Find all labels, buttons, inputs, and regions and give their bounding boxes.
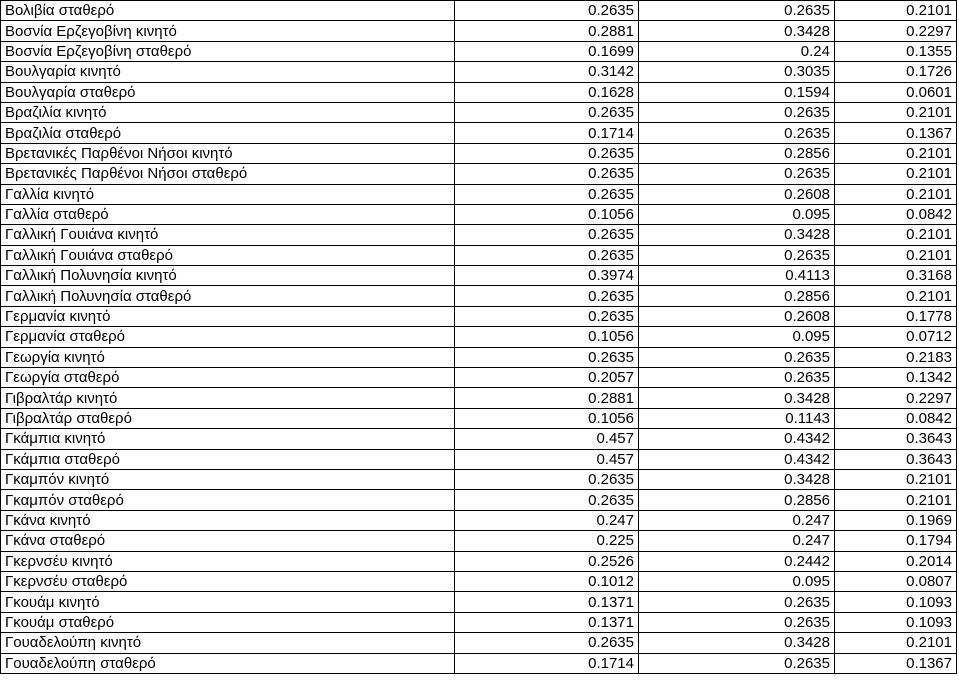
destination-cell: Γουαδελούπη σταθερό (1, 653, 455, 673)
rate-cell-2: 0.2635 (639, 102, 835, 122)
destination-cell: Βοσνία Ερζεγοβίνη κινητό (1, 21, 455, 41)
table-row (1, 327, 957, 347)
table-row (1, 429, 957, 449)
rate-cell-3: 0.2101 (835, 1, 957, 21)
rate-cell-1: 0.1012 (455, 571, 639, 591)
destination-cell: Γιβραλτάρ κινητό (1, 388, 455, 408)
destination-cell: Γαλλική Γουιάνα κινητό (1, 225, 455, 245)
destination-cell: Γκάμπια κινητό (1, 429, 455, 449)
table-row (1, 510, 957, 530)
rate-cell-2: 0.2635 (639, 164, 835, 184)
rate-cell-3: 0.0842 (835, 408, 957, 428)
rate-cell-3: 0.1969 (835, 510, 957, 530)
rate-cell-2: 0.1143 (639, 408, 835, 428)
table-row (1, 164, 957, 184)
destination-cell: Γαλλική Πολυνησία κινητό (1, 266, 455, 286)
rate-cell-3: 0.1093 (835, 592, 957, 612)
rate-cell-1: 0.1056 (455, 204, 639, 224)
destination-cell: Βραζιλία σταθερό (1, 123, 455, 143)
table-row (1, 225, 957, 245)
destination-cell: Γκουάμ κινητό (1, 592, 455, 612)
rate-cell-2: 0.095 (639, 204, 835, 224)
table-row (1, 123, 957, 143)
rate-cell-1: 0.3142 (455, 62, 639, 82)
table-row (1, 62, 957, 82)
table-row (1, 143, 957, 163)
destination-cell: Γουαδελούπη κινητό (1, 633, 455, 653)
destination-cell: Βρετανικές Παρθένοι Νήσοι κινητό (1, 143, 455, 163)
table-row (1, 306, 957, 326)
destination-cell: Γεωργία σταθερό (1, 368, 455, 388)
table-row (1, 347, 957, 367)
rate-cell-3: 0.1367 (835, 653, 957, 673)
table-row (1, 82, 957, 102)
rate-cell-3: 0.0842 (835, 204, 957, 224)
rate-cell-2: 0.2635 (639, 612, 835, 632)
destination-cell: Γκάμπια σταθερό (1, 449, 455, 469)
rate-cell-2: 0.24 (639, 41, 835, 61)
destination-cell: Γκάνα σταθερό (1, 531, 455, 551)
rate-cell-3: 0.2297 (835, 21, 957, 41)
table-row (1, 41, 957, 61)
rate-cell-1: 0.2635 (455, 102, 639, 122)
destination-cell: Γαλλία σταθερό (1, 204, 455, 224)
destination-cell: Βραζιλία κινητό (1, 102, 455, 122)
rate-cell-2: 0.2635 (639, 123, 835, 143)
rate-cell-2: 0.3035 (639, 62, 835, 82)
rate-cell-1: 0.2635 (455, 143, 639, 163)
rate-cell-3: 0.0601 (835, 82, 957, 102)
table-row (1, 449, 957, 469)
destination-cell: Γαλλία κινητό (1, 184, 455, 204)
rate-cell-2: 0.2635 (639, 592, 835, 612)
table-row (1, 551, 957, 571)
rate-cell-2: 0.095 (639, 571, 835, 591)
destination-cell: Γερμανία κινητό (1, 306, 455, 326)
rate-cell-3: 0.2101 (835, 286, 957, 306)
rates-table-body (1, 1, 957, 674)
rate-cell-2: 0.2442 (639, 551, 835, 571)
rate-cell-3: 0.2101 (835, 143, 957, 163)
destination-cell: Γκερνσέυ κινητό (1, 551, 455, 571)
table-row (1, 21, 957, 41)
rate-cell-3: 0.3168 (835, 266, 957, 286)
rate-cell-2: 0.3428 (639, 388, 835, 408)
table-row (1, 653, 957, 673)
rate-cell-1: 0.2635 (455, 306, 639, 326)
rate-cell-1: 0.2635 (455, 469, 639, 489)
rate-cell-1: 0.2881 (455, 21, 639, 41)
rate-cell-1: 0.2635 (455, 347, 639, 367)
rate-cell-2: 0.2608 (639, 184, 835, 204)
rate-cell-2: 0.2635 (639, 653, 835, 673)
rate-cell-3: 0.0712 (835, 327, 957, 347)
destination-cell: Βουλγαρία σταθερό (1, 82, 455, 102)
table-row (1, 592, 957, 612)
rate-cell-1: 0.1056 (455, 408, 639, 428)
rate-cell-2: 0.4342 (639, 449, 835, 469)
table-row (1, 612, 957, 632)
rate-cell-3: 0.1355 (835, 41, 957, 61)
rate-cell-1: 0.3974 (455, 266, 639, 286)
rate-cell-1: 0.2635 (455, 633, 639, 653)
rate-cell-2: 0.3428 (639, 469, 835, 489)
destination-cell: Γερμανία σταθερό (1, 327, 455, 347)
rate-cell-1: 0.225 (455, 531, 639, 551)
rate-cell-3: 0.2101 (835, 490, 957, 510)
table-row (1, 204, 957, 224)
destination-cell: Γκάνα κινητό (1, 510, 455, 530)
destination-cell: Βουλγαρία κινητό (1, 62, 455, 82)
rate-cell-2: 0.2635 (639, 245, 835, 265)
rate-cell-1: 0.2635 (455, 286, 639, 306)
rate-cell-1: 0.1056 (455, 327, 639, 347)
rate-cell-1: 0.2881 (455, 388, 639, 408)
rate-cell-2: 0.3428 (639, 21, 835, 41)
rate-cell-1: 0.1371 (455, 612, 639, 632)
rate-cell-3: 0.2101 (835, 164, 957, 184)
rate-cell-2: 0.2635 (639, 1, 835, 21)
table-row (1, 102, 957, 122)
rate-cell-1: 0.1714 (455, 653, 639, 673)
table-row (1, 368, 957, 388)
rate-cell-2: 0.1594 (639, 82, 835, 102)
destination-cell: Βολιβία σταθερό (1, 1, 455, 21)
rate-cell-1: 0.2057 (455, 368, 639, 388)
rate-cell-3: 0.2101 (835, 102, 957, 122)
rate-cell-3: 0.2101 (835, 245, 957, 265)
rate-cell-3: 0.1778 (835, 306, 957, 326)
rate-cell-1: 0.1699 (455, 41, 639, 61)
rate-cell-3: 0.2014 (835, 551, 957, 571)
rate-cell-2: 0.4342 (639, 429, 835, 449)
table-row (1, 490, 957, 510)
rate-cell-1: 0.457 (455, 449, 639, 469)
rate-cell-1: 0.2635 (455, 245, 639, 265)
rate-cell-3: 0.1794 (835, 531, 957, 551)
rate-cell-2: 0.247 (639, 531, 835, 551)
destination-cell: Γκαμπόν σταθερό (1, 490, 455, 510)
rate-cell-1: 0.2635 (455, 490, 639, 510)
table-row (1, 469, 957, 489)
table-row (1, 266, 957, 286)
destination-cell: Βρετανικές Παρθένοι Νήσοι σταθερό (1, 164, 455, 184)
table-row (1, 286, 957, 306)
rate-cell-1: 0.1714 (455, 123, 639, 143)
rate-cell-1: 0.1371 (455, 592, 639, 612)
rate-cell-3: 0.2297 (835, 388, 957, 408)
rate-cell-3: 0.1726 (835, 62, 957, 82)
destination-cell: Γαλλική Πολυνησία σταθερό (1, 286, 455, 306)
rate-cell-3: 0.2101 (835, 469, 957, 489)
rate-cell-2: 0.2856 (639, 490, 835, 510)
rate-cell-3: 0.2101 (835, 225, 957, 245)
rate-cell-3: 0.2101 (835, 633, 957, 653)
rate-cell-1: 0.457 (455, 429, 639, 449)
rate-cell-2: 0.095 (639, 327, 835, 347)
rate-cell-3: 0.1342 (835, 368, 957, 388)
rate-cell-2: 0.2856 (639, 143, 835, 163)
table-row (1, 388, 957, 408)
rate-cell-3: 0.2183 (835, 347, 957, 367)
rate-cell-3: 0.0807 (835, 571, 957, 591)
table-row (1, 1, 957, 21)
rate-cell-3: 0.1093 (835, 612, 957, 632)
rate-cell-1: 0.2635 (455, 1, 639, 21)
rate-cell-2: 0.2635 (639, 368, 835, 388)
destination-cell: Γαλλική Γουιάνα σταθερό (1, 245, 455, 265)
destination-cell: Γεωργία κινητό (1, 347, 455, 367)
table-row (1, 531, 957, 551)
table-row (1, 408, 957, 428)
rate-cell-3: 0.3643 (835, 429, 957, 449)
destination-cell: Γκαμπόν κινητό (1, 469, 455, 489)
rate-cell-3: 0.2101 (835, 184, 957, 204)
rate-cell-1: 0.2635 (455, 225, 639, 245)
destination-cell: Βοσνία Ερζεγοβίνη σταθερό (1, 41, 455, 61)
table-row (1, 184, 957, 204)
rate-cell-1: 0.2526 (455, 551, 639, 571)
rate-cell-1: 0.1628 (455, 82, 639, 102)
table-row (1, 245, 957, 265)
rate-cell-2: 0.2856 (639, 286, 835, 306)
rate-cell-1: 0.2635 (455, 184, 639, 204)
destination-cell: Γιβραλτάρ σταθερό (1, 408, 455, 428)
table-row (1, 633, 957, 653)
rate-cell-3: 0.1367 (835, 123, 957, 143)
rate-cell-2: 0.3428 (639, 633, 835, 653)
table-row (1, 571, 957, 591)
rate-cell-3: 0.3643 (835, 449, 957, 469)
rate-cell-2: 0.4113 (639, 266, 835, 286)
rate-cell-2: 0.2608 (639, 306, 835, 326)
rate-cell-1: 0.247 (455, 510, 639, 530)
destination-cell: Γκερνσέυ σταθερό (1, 571, 455, 591)
rate-cell-1: 0.2635 (455, 164, 639, 184)
rate-cell-2: 0.247 (639, 510, 835, 530)
rate-cell-2: 0.2635 (639, 347, 835, 367)
rate-cell-2: 0.3428 (639, 225, 835, 245)
destination-cell: Γκουάμ σταθερό (1, 612, 455, 632)
